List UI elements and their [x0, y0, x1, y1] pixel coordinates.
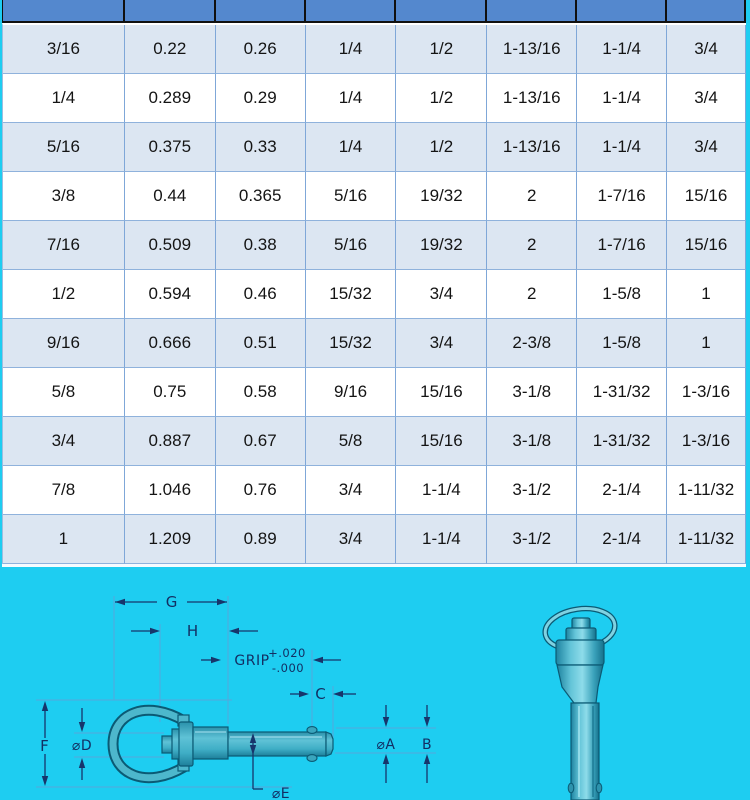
dim-label-f: F — [40, 737, 50, 755]
pin-tip — [326, 732, 333, 756]
table-cell: 3/4 — [667, 123, 746, 172]
table-cell: 1.209 — [125, 515, 216, 564]
lock-ball-top — [307, 727, 317, 734]
dim-label-dia-d: ⌀D — [71, 738, 93, 754]
table-row — [3, 74, 746, 123]
table-cell: 2-3/8 — [487, 319, 577, 368]
table-cell: 1/2 — [3, 270, 125, 319]
table-cell: 0.594 — [125, 270, 216, 319]
table-cell: 1-1/4 — [577, 123, 667, 172]
table-cell: 3-1/2 — [487, 515, 577, 564]
header-cell — [3, 0, 125, 21]
table-cell: 2 — [487, 172, 577, 221]
pin-2d-drawing — [113, 710, 333, 777]
table-cell: 0.33 — [216, 123, 306, 172]
table-cell: 15/16 — [396, 368, 487, 417]
table-cell: 19/32 — [396, 221, 487, 270]
table-cell: 1-3/16 — [667, 368, 746, 417]
table-cell: 1-3/16 — [667, 417, 746, 466]
table-row — [3, 270, 746, 319]
table-cell: 1-1/4 — [396, 515, 487, 564]
table-cell: 2-1/4 — [577, 515, 667, 564]
table-cell: 1/2 — [396, 25, 487, 74]
table-cell: 19/32 — [396, 172, 487, 221]
extension-lines — [36, 596, 436, 787]
dim-label-grip: GRIP — [234, 653, 270, 669]
table-cell: 1/4 — [3, 74, 125, 123]
table-cell: 1.046 — [125, 466, 216, 515]
table-cell: 1-1/4 — [396, 466, 487, 515]
table-cell: 1/4 — [306, 123, 397, 172]
table-row — [3, 417, 746, 466]
ball-3d-right — [596, 783, 602, 793]
table-cell: 3-1/8 — [487, 417, 577, 466]
table-cell: 0.22 — [125, 25, 216, 74]
table-cell: 15/16 — [396, 417, 487, 466]
table-cell: 1-11/32 — [667, 466, 746, 515]
table-cell: 0.46 — [216, 270, 306, 319]
table-cell: 1-7/16 — [577, 221, 667, 270]
pin-shaft — [228, 732, 326, 756]
table-cell: 9/16 — [306, 368, 397, 417]
table-cell: 3/8 — [3, 172, 125, 221]
table-cell: 7/8 — [3, 466, 125, 515]
table-cell: 0.29 — [216, 74, 306, 123]
table-cell: 0.365 — [216, 172, 306, 221]
table-cell: 0.509 — [125, 221, 216, 270]
table-cell: 1-7/16 — [577, 172, 667, 221]
header-cell — [396, 0, 487, 21]
table-row — [3, 466, 746, 515]
table-cell: 3-1/2 — [487, 466, 577, 515]
table-cell: 5/16 — [3, 123, 125, 172]
spec-table — [2, 0, 746, 567]
header-cell — [306, 0, 397, 21]
table-row — [3, 172, 746, 221]
table-cell: 0.375 — [125, 123, 216, 172]
table-cell: 1/4 — [306, 25, 397, 74]
dim-label-dia-e: ⌀E — [271, 786, 291, 800]
table-cell: 15/32 — [306, 270, 397, 319]
dim-label-h: H — [186, 622, 200, 640]
table-cell: 2-1/4 — [577, 466, 667, 515]
dim-label-g: G — [165, 593, 179, 611]
table-cell: 0.887 — [125, 417, 216, 466]
table-cell: 5/8 — [306, 417, 397, 466]
table-cell: 1-13/16 — [487, 123, 577, 172]
table-cell: 1-5/8 — [577, 319, 667, 368]
table-cell: 3/4 — [396, 270, 487, 319]
dim-label-grip-plus: +.020 — [268, 646, 306, 660]
table-header-row — [2, 0, 746, 23]
table-cell: 2 — [487, 221, 577, 270]
pin-diagram — [0, 566, 750, 800]
table-cell: 1/2 — [396, 74, 487, 123]
table-cell: 0.67 — [216, 417, 306, 466]
table-cell: 15/16 — [667, 172, 746, 221]
dim-label-b: B — [421, 737, 433, 753]
header-cell — [577, 0, 667, 21]
table-cell: 1-1/4 — [577, 25, 667, 74]
cap-3d — [556, 640, 604, 665]
table-cell: 2 — [487, 270, 577, 319]
table-cell: 3-1/8 — [487, 368, 577, 417]
ball-3d-left — [568, 783, 574, 793]
table-cell: 3/4 — [306, 515, 397, 564]
table-cell: 3/4 — [3, 417, 125, 466]
table-cell: 5/16 — [306, 221, 397, 270]
dim-label-dia-a: ⌀A — [376, 737, 396, 753]
flange — [179, 722, 193, 766]
table-cell: 0.58 — [216, 368, 306, 417]
table-cell: 1-1/4 — [577, 74, 667, 123]
table-cell: 1 — [667, 270, 746, 319]
table-cell: 1-5/8 — [577, 270, 667, 319]
table-cell: 3/4 — [396, 319, 487, 368]
header-cell — [125, 0, 216, 21]
header-cell — [216, 0, 306, 21]
table-cell: 1 — [667, 319, 746, 368]
table-cell: 9/16 — [3, 319, 125, 368]
table-cell: 1-31/32 — [577, 417, 667, 466]
table-cell: 0.51 — [216, 319, 306, 368]
table-cell: 15/32 — [306, 319, 397, 368]
table-cell: 15/16 — [667, 221, 746, 270]
table-cell: 5/8 — [3, 368, 125, 417]
lock-ball-bottom — [307, 755, 317, 762]
table-cell: 0.76 — [216, 466, 306, 515]
table-row — [3, 368, 746, 417]
table-cell: 3/16 — [3, 25, 125, 74]
table-row — [3, 25, 746, 74]
table-cell: 0.289 — [125, 74, 216, 123]
table-cell: 5/16 — [306, 172, 397, 221]
pin-3d-render — [543, 604, 618, 800]
table-cell: 1-13/16 — [487, 25, 577, 74]
taper-3d — [557, 665, 603, 703]
table-cell: 1/2 — [396, 123, 487, 172]
table-cell: 3/4 — [667, 74, 746, 123]
header-cell — [667, 0, 746, 21]
table-body — [2, 23, 746, 564]
table-cell: 1 — [3, 515, 125, 564]
table-cell: 7/16 — [3, 221, 125, 270]
table-row — [3, 515, 746, 564]
table-cell: 0.75 — [125, 368, 216, 417]
table-row — [3, 319, 746, 368]
dim-label-grip-minus: -.000 — [271, 661, 305, 675]
table-cell: 1-13/16 — [487, 74, 577, 123]
table-row — [3, 123, 746, 172]
shaft-3d — [571, 703, 599, 800]
table-cell: 0.44 — [125, 172, 216, 221]
table-cell: 0.26 — [216, 25, 306, 74]
table-cell: 0.666 — [125, 319, 216, 368]
table-cell: 0.89 — [216, 515, 306, 564]
table-cell: 1/4 — [306, 74, 397, 123]
table-cell: 0.38 — [216, 221, 306, 270]
table-cell: 3/4 — [306, 466, 397, 515]
dim-label-c: C — [315, 685, 327, 703]
table-cell: 1-11/32 — [667, 515, 746, 564]
table-cell: 3/4 — [667, 25, 746, 74]
dimension-lines — [42, 599, 433, 789]
table-row — [3, 221, 746, 270]
header-cell — [487, 0, 577, 21]
table-cell: 1-31/32 — [577, 368, 667, 417]
